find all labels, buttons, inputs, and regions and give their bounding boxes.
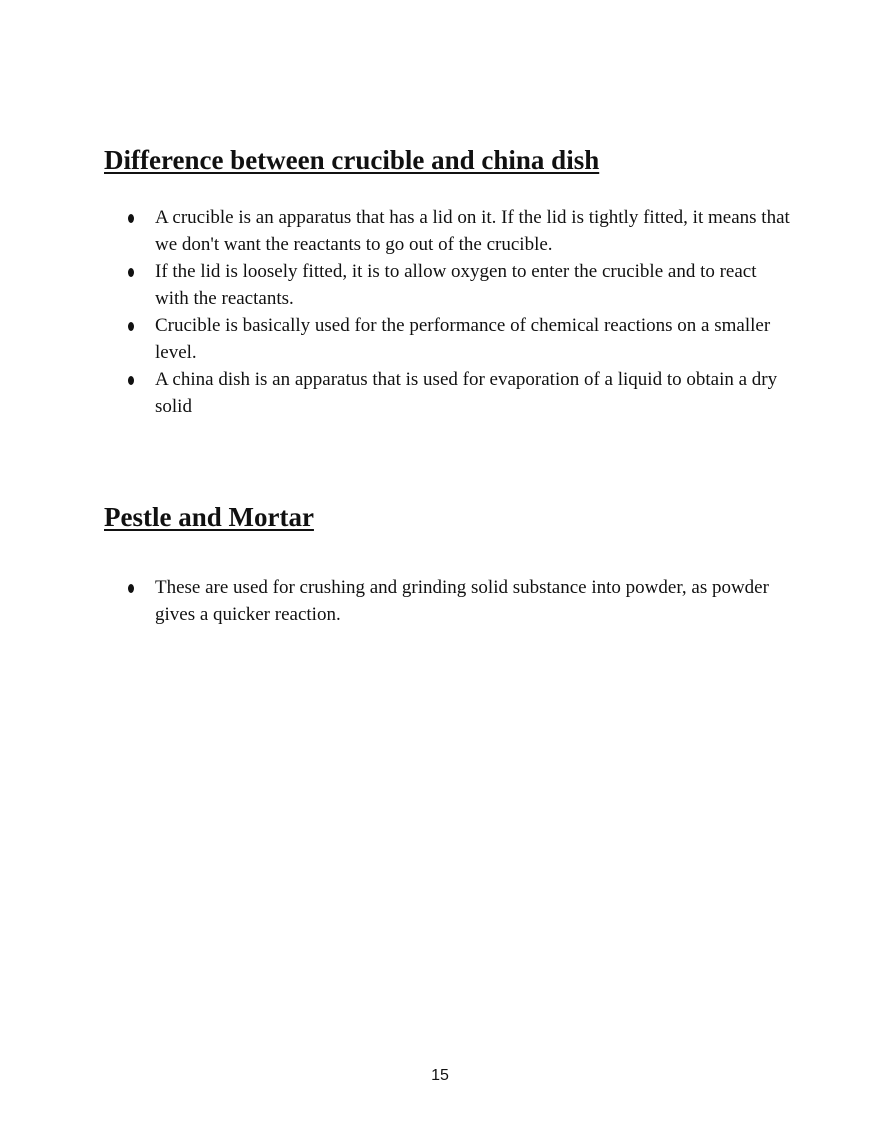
list-item-text: These are used for crushing and grinding solid substance into powder, as powder gives a quicker reaction. xyxy=(155,577,769,625)
list-item xyxy=(155,366,795,420)
list-item xyxy=(155,312,795,366)
bullet-list-pestle-mortar xyxy=(155,574,795,628)
bullet-icon xyxy=(128,268,134,277)
bullet-icon xyxy=(128,376,134,385)
page-number: 15 xyxy=(431,1067,449,1084)
section-heading-crucible-china-dish: Difference between crucible and china dish xyxy=(104,145,600,175)
list-item xyxy=(155,574,795,628)
bullet-icon xyxy=(128,322,134,331)
list-item-text: A crucible is an apparatus that has a lid on it. If the lid is tightly fitted, it means that we don't want the reactants to go out of the crucible. xyxy=(155,207,790,255)
list-item-text: A china dish is an apparatus that is used for evaporation of a liquid to obtain a dry solid xyxy=(155,369,778,417)
bullet-list-crucible xyxy=(155,204,795,420)
bullet-icon xyxy=(128,584,134,593)
list-item xyxy=(155,258,795,312)
list-item xyxy=(155,204,795,258)
section-heading-pestle-mortar: Pestle and Mortar xyxy=(104,502,314,532)
bullet-icon xyxy=(128,214,134,223)
list-item-text: Crucible is basically used for the performance of chemical reactions on a smaller level. xyxy=(155,315,771,363)
list-item-text: If the lid is loosely fitted, it is to allow oxygen to enter the crucible and to react with the reactants. xyxy=(155,261,757,309)
